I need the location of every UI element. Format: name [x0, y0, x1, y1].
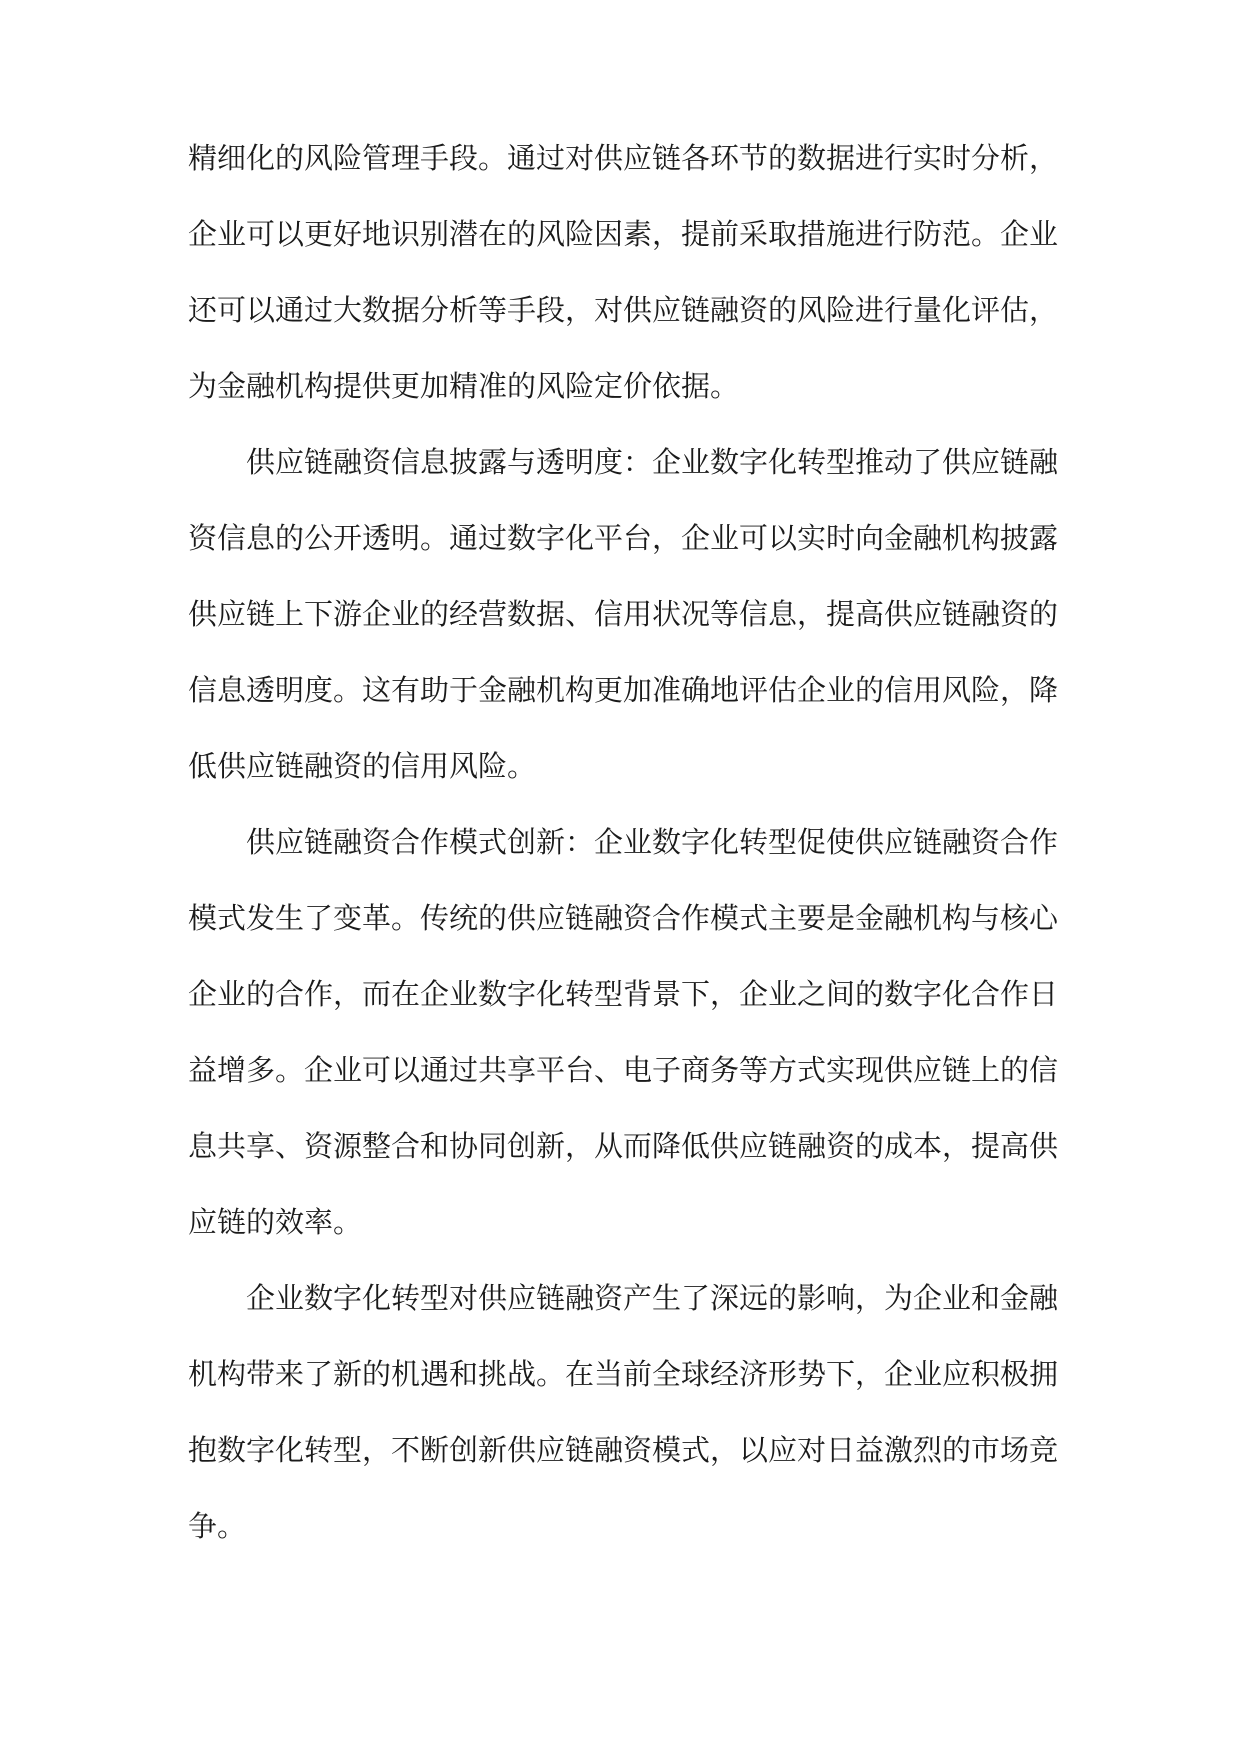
text-line: 抱数字化转型，不断创新供应链融资模式，以应对日益激烈的市场竞	[188, 1433, 1059, 1467]
text-line: 供应链融资合作模式创新：企业数字化转型促使供应链融资合作	[246, 825, 1059, 859]
text-line: 模式发生了变革。传统的供应链融资合作模式主要是金融机构与核心	[188, 901, 1059, 935]
text-line: 机构带来了新的机遇和挑战。在当前全球经济形势下，企业应积极拥	[188, 1357, 1059, 1391]
text-line: 企业可以更好地识别潜在的风险因素，提前采取措施进行防范。企业	[188, 217, 1059, 251]
paragraph-conclusion	[188, 1260, 1058, 1564]
text-line: 企业数字化转型对供应链融资产生了深远的影响，为企业和金融	[246, 1281, 1059, 1315]
text-line: 企业的合作，而在企业数字化转型背景下，企业之间的数字化合作日	[188, 977, 1059, 1011]
text-line: 供应链上下游企业的经营数据、信用状况等信息，提高供应链融资的	[188, 597, 1059, 631]
text-line: 信息透明度。这有助于金融机构更加准确地评估企业的信用风险，降	[188, 673, 1059, 707]
text-line: 息共享、资源整合和协同创新，从而降低供应链融资的成本，提高供	[188, 1129, 1059, 1163]
text-line: 资信息的公开透明。通过数字化平台，企业可以实时向金融机构披露	[188, 521, 1059, 555]
paragraph-cooperation-model	[188, 804, 1058, 1260]
text-line: 精细化的风险管理手段。通过对供应链各环节的数据进行实时分析，	[188, 141, 1059, 175]
text-line: 低供应链融资的信用风险。	[188, 749, 537, 783]
text-line: 为金融机构提供更加精准的风险定价依据。	[188, 369, 740, 403]
document-body	[188, 120, 1058, 1564]
text-line: 应链的效率。	[188, 1205, 363, 1239]
text-line: 供应链融资信息披露与透明度：企业数字化转型推动了供应链融	[246, 445, 1059, 479]
paragraph-risk-management	[188, 120, 1058, 424]
paragraph-information-disclosure	[188, 424, 1058, 804]
text-line: 争。	[188, 1509, 247, 1543]
text-line: 益增多。企业可以通过共享平台、电子商务等方式实现供应链上的信	[188, 1053, 1059, 1087]
text-line: 还可以通过大数据分析等手段，对供应链融资的风险进行量化评估，	[188, 293, 1059, 327]
